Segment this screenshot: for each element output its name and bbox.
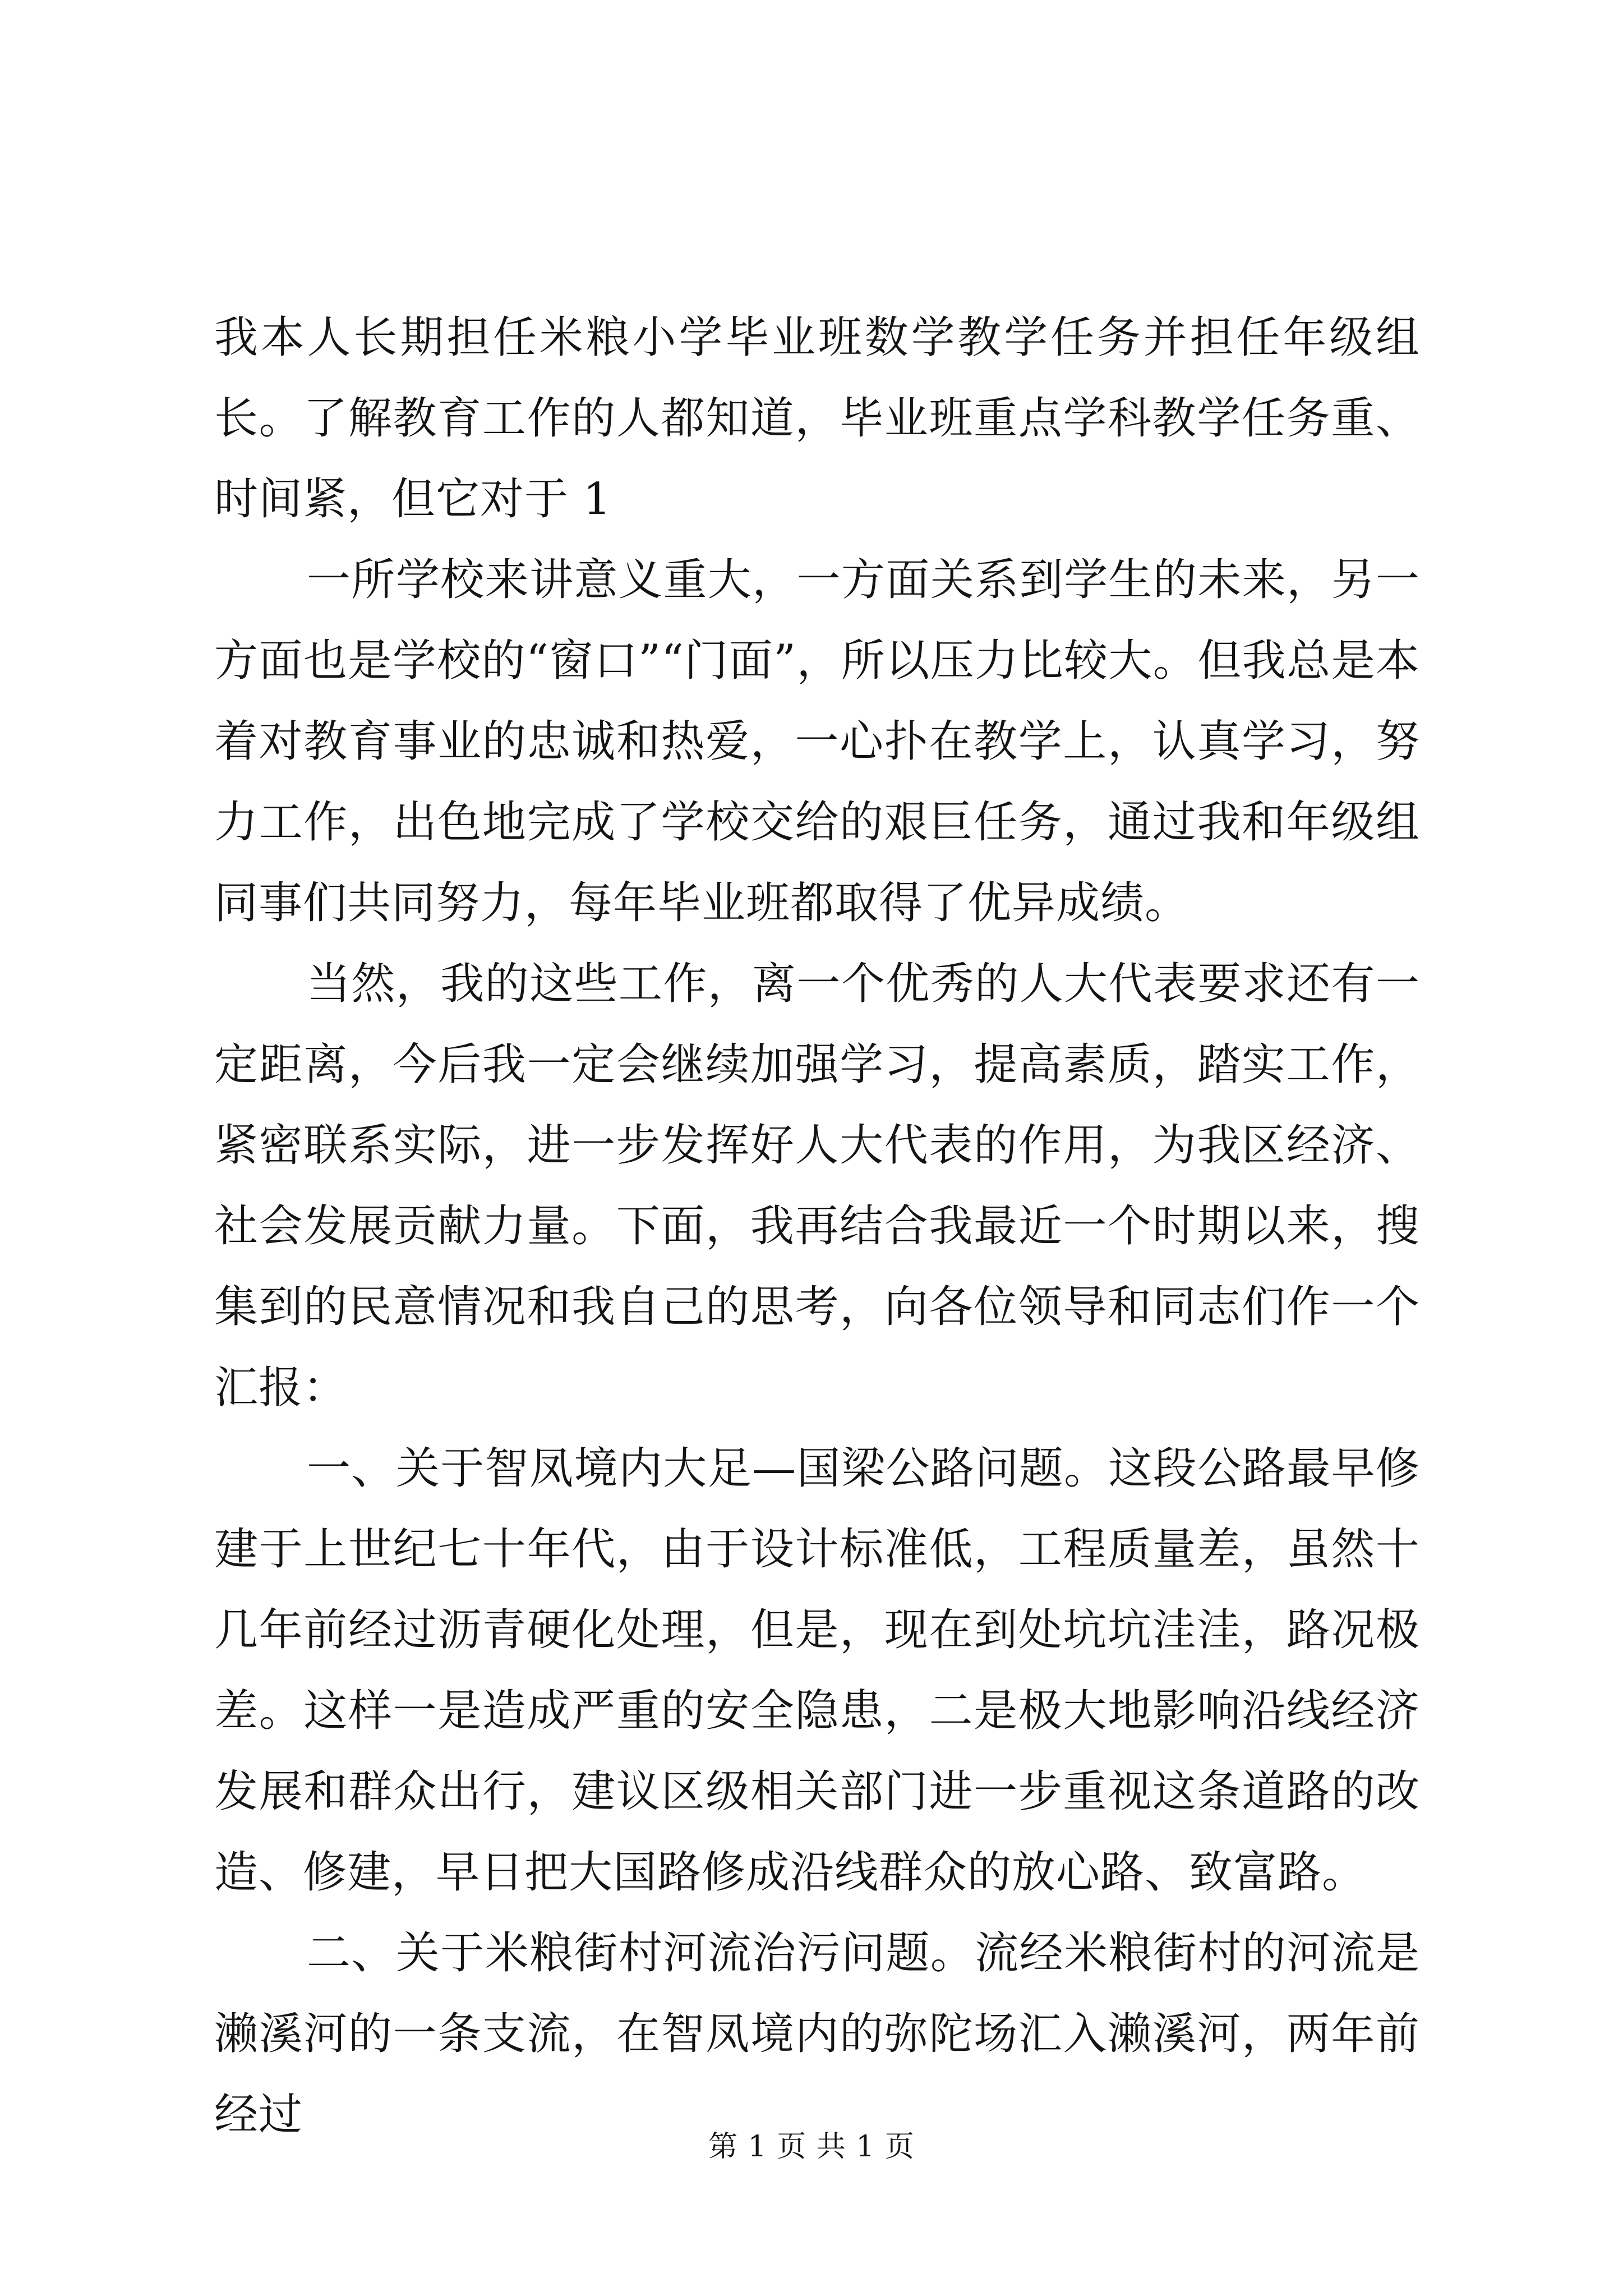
paragraph-1: 我本人长期担任米粮小学毕业班数学教学任务并担任年级组长。了解教育工作的人都知道，毕业班重点学科教学任务重、时间紧，但它对于 1 — [214, 312, 1420, 524]
paragraph-5: 二、关于米粮街村河流治污问题。流经米粮街村的河流是濑溪河的一条支流，在智凤境内的弥陀场汇入濑溪河，两年前经过 — [214, 1928, 1420, 2140]
document-body — [214, 297, 1420, 2155]
paragraph-4: 一、关于智凤境内大足—国梁公路问题。这段公路最早修建于上世纪七十年代，由于设计标准低，工程质量差，虽然十几年前经过沥青硬化处理，但是，现在到处坑坑洼洼，路况极差。这样一是造成严重的安全隐患，二是极大地影响沿线经济发展和群众出行，建议区级相关部门进一步重视这条道路的改造、修建，早日把大国路修成沿线群众的放心路、致富路。 — [214, 1443, 1420, 1898]
paragraph-2: 一所学校来讲意义重大，一方面关系到学生的未来，另一方面也是学校的“窗口”“门面”，所以压力比较大。但我总是本着对教育事业的忠诚和热爱，一心扑在教学上，认真学习，努力工作，出色地完成了学校交给的艰巨任务，通过我和年级组同事们共同努力，每年毕业班都取得了优异成绩。 — [214, 555, 1420, 928]
paragraph-3: 当然，我的这些工作，离一个优秀的人大代表要求还有一定距离，今后我一定会继续加强学习，提高素质，踏实工作，紧密联系实际，进一步发挥好人大代表的作用，为我区经济、社会发展贡献力量。下面，我再结合我最近一个时期以来，搜集到的民意情况和我自己的思考，向各位领导和同志们作一个汇报： — [214, 959, 1420, 1413]
page-footer: 第 1 页 共 1 页 — [708, 2130, 915, 2164]
